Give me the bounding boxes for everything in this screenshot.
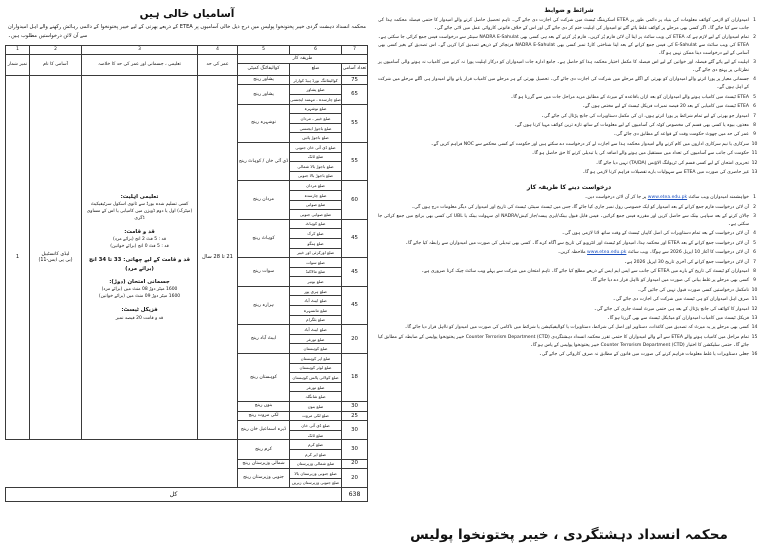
cell-district: ضلع کرک xyxy=(290,229,342,239)
etea-website-link-2[interactable]: www.etea.edu.pk xyxy=(587,250,627,256)
etea-website-link[interactable]: www.etea.edu.pk xyxy=(647,195,688,201)
item-text: فزیکل ٹیسٹ میں کامیاب امیدواران کو میڈیکل ٹیسٹ سے بھی گزرنا ہو گا۔ xyxy=(607,316,749,322)
cell-district: ضلع شمالی وزیرستان xyxy=(290,459,342,469)
item-number: 6 xyxy=(753,250,756,256)
cell-center: بنوں رینج xyxy=(238,402,290,412)
cell-district: ضلع کوہستان xyxy=(290,344,342,354)
item-text: کسی بھی مرحلے پر غلط بیانی کی صورت میں امیدوار کو نااہل قرار دے دیا جائے گا۔ xyxy=(590,278,749,284)
qual-line-4-0: قد و قامت 20 فیصد نمبر xyxy=(115,315,164,321)
item-number: 6 xyxy=(753,104,756,110)
header-age: عمر کی حد xyxy=(198,54,238,75)
item-text: سرکاری یا نیم سرکاری اداروں میں کام کرنے والے امیدوار محکمہ ہذا سے اجازت لے کر درخواست دے سکتے ہیں اور حکومت کے کسی محکمے سے NOC فراہم کریں گے۔ xyxy=(430,141,749,147)
table-row xyxy=(6,449,368,459)
cell-district: ضلع سوات xyxy=(290,258,342,268)
list-item xyxy=(378,268,760,276)
list-item xyxy=(378,76,760,92)
cell-district: ضلع شانگلہ xyxy=(290,392,342,402)
item-number: 3 xyxy=(753,214,756,220)
cell-district: ضلع تورغر xyxy=(290,334,342,344)
page-title: آسامیاں خالی ہیں xyxy=(139,8,235,20)
cell-district: ضلع ایبٹ آباد xyxy=(290,296,342,306)
qual-line-0-1: (میٹرک) اول یا دوم ڈویژن میں کامیابی یا اس کے مساوی ڈگری xyxy=(86,208,193,221)
cell-center: نوشہرہ رینج xyxy=(238,104,290,142)
cell-district: ضلع خیبر ، مردان xyxy=(290,114,342,124)
item-number: 1 xyxy=(753,195,756,201)
colnum-2: 2 xyxy=(30,45,82,54)
item-number: 16 xyxy=(751,352,758,358)
cell-district: ضلع کوہاٹ xyxy=(290,219,342,229)
cell-center: ڈی آئی خان / کوہاٹ رینج xyxy=(238,142,290,180)
list-item xyxy=(378,122,760,130)
qual-line-1-1: قد : 5 فٹ 0 انچ (برائے خواتین) xyxy=(110,244,169,250)
cell-sr: 1 xyxy=(6,75,30,440)
total-quantity: 638 xyxy=(342,488,368,502)
qual-heading-0: تعلیمی اہلیت: xyxy=(120,193,159,200)
list-item xyxy=(378,34,760,57)
item-text: آن لائن درخواست جمع کرانے کے بعد ETEA اور محکمہ ہذا، امیدوار کو ٹیسٹ اور انٹرویو کی تاریخ سے آگاہ کرے گا۔ کسی بھی تبدیلی کی صورت میں امیدواران سے رابطہ کیا جائے گا۔ xyxy=(405,240,749,246)
cell-district: ضلع جنوبی وزیرستان زیریں xyxy=(290,478,342,488)
item-number: 5 xyxy=(753,240,756,246)
item-number: 12 xyxy=(751,160,758,166)
list-item xyxy=(378,204,760,212)
qualification-box xyxy=(82,189,197,327)
cell-center: لکی مروت رینج xyxy=(238,411,290,421)
list-item xyxy=(378,259,760,267)
cell-center: کرم رینج xyxy=(238,440,290,459)
header-quantity: تعداد آسامی xyxy=(342,63,368,75)
post-title: لیڈی کانسٹیبل xyxy=(41,251,70,257)
header-district: ضلع xyxy=(290,63,342,75)
table-row xyxy=(6,469,368,479)
cell-qualification xyxy=(82,75,198,440)
item-number: 10 xyxy=(751,287,758,293)
cell-district: ضلع بنوں xyxy=(290,402,342,412)
item-text: امیدوار کا کوائف کی جانچ پڑتال کے بعد ہی حتمی میرٹ لسٹ جاری کی جائے گی۔ xyxy=(593,306,749,312)
item-number: 4 xyxy=(753,231,756,237)
qual-line-3-1: 1600 میٹر دوڑ 09 منٹ میں (برائے خواتین) xyxy=(98,294,181,300)
item-text: عمر کی حد میں چھوٹ حکومت وقت کے قواعد کے مطابق دی جائے گی۔ xyxy=(613,132,749,138)
item-number: 13 xyxy=(751,169,758,175)
item-text: نامکمل درخواستیں کسی صورت قبول نہیں کی جائیں گی۔ xyxy=(637,287,749,293)
item-text: آن لائن درخواست کا آغاز 10 اپریل 2026 سے ہوگا۔ ویب سائٹ www.etea.edu.pk ملاحظہ کریں۔ xyxy=(557,250,749,256)
item-number: 14 xyxy=(751,325,758,331)
start-date: 10 اپریل 2026 xyxy=(670,250,701,256)
list-item xyxy=(378,334,760,350)
cell-district: ضلع جنوبی وزیرستان بالا xyxy=(290,469,342,479)
cell-quantity: 30 xyxy=(342,402,368,412)
vacancy-table xyxy=(5,45,368,503)
post-bps: (بی پی ایس-11) xyxy=(38,257,73,263)
item-number: 5 xyxy=(753,94,756,100)
cell-district: کوالیفائنگ بورڈ ہیڈ کوارٹر xyxy=(290,75,342,85)
cell-district: ضلع اپر کوہستان xyxy=(290,354,342,364)
cell-center: پشاور رینج xyxy=(238,85,290,104)
header-method-group: طریقہ کار xyxy=(238,54,368,63)
cell-quantity: 55 xyxy=(342,142,368,180)
list-item xyxy=(378,160,760,168)
cell-quantity: 30 xyxy=(342,421,368,440)
colnum-6: 6 xyxy=(290,45,342,54)
item-text: امیدواران کو لازمی کوائف معلومات کی بنیاد پر دائمی طور پر ETEA اسکریننگ ٹیسٹ میں شرکت کی اجازت دی جائے گی۔ تاہم تحصیل حاصل کرنے والے امیدوار کا حتمی فیصلہ محکمہ ہذا کی جانب سے کیا جائے گا۔ اگر کسی بھی مرحلے پر کوائف غلط پائے گئے تو امیدوار کی اہلیت ختم کر دی جائے گی اور اس کے خلاف قانونی کاروائی عمل میں لائی جائے گی۔ xyxy=(378,18,749,31)
cell-district: ضلع مانسہرہ xyxy=(290,306,342,316)
item-text: چالان کرنے کے بعد سپاہی بینک سے حاصل کریں اور مقررہ فیس جمع کرائیں۔ فیس قابل قبول بینک/ایزی پیسہ/جاز کیش/NADRA ای سہولت بینک یا UBL کی کسی بھی برانچ میں جمع کرائی جا سکتی ہے۔ xyxy=(378,214,750,227)
list-item xyxy=(378,113,760,121)
cell-center: سوات رینج xyxy=(238,258,290,287)
cell-center: پشاور رینج xyxy=(238,75,290,85)
cell-district: ضلع تورغر xyxy=(290,382,342,392)
list-item xyxy=(378,194,760,202)
cell-district: ضلع ہنگو xyxy=(290,238,342,248)
header-center: کوالیفائنگ کمیٹی xyxy=(238,63,290,75)
cell-quantity: 20 xyxy=(342,325,368,354)
list-item xyxy=(378,249,760,257)
cell-district: ضلع ڈی آئی خان جنوبی xyxy=(290,142,342,152)
cell-district: ضلع اپر کرم xyxy=(290,449,342,459)
cell-quantity: 25 xyxy=(342,411,368,421)
item-text: غیر حاضری کی صورت میں ETEA سے سہولیات بارے تفصیلات فراہم کرنا لازمی ہو گا۔ xyxy=(582,169,749,175)
cell-district: ضلع ڈی آئی خان xyxy=(290,421,342,431)
list-item xyxy=(378,59,760,75)
item-number: 2 xyxy=(753,204,756,210)
colnum-7: 7 xyxy=(342,45,368,54)
cell-quantity: 18 xyxy=(342,354,368,402)
total-label: کل xyxy=(6,488,342,502)
apply-list xyxy=(378,194,760,360)
list-item xyxy=(378,324,760,332)
item-number: 10 xyxy=(751,141,758,147)
item-text: آن لائن درخواست فارم جمع کرانے کے بعد امیدوار کو ایک خصوصی رول نمبر جاری کیا جائے گا، جس میں ٹیسٹ سینٹر، ٹیسٹ کی تاریخ اور امیدوار کی دیگر معلومات درج ہوں گی۔ xyxy=(411,204,749,210)
cell-district: ضلع مالاکنڈ xyxy=(290,267,342,277)
cell-quantity: 75 xyxy=(342,75,368,85)
item-number: 2 xyxy=(753,35,756,41)
item-number: 9 xyxy=(753,132,756,138)
cell-center: کوہاٹ رینج xyxy=(238,219,290,257)
item-text: تمام امیدواران کے لیے لازم ہے کہ ETEA کی ویب سائٹ پر اپنا آن لائن فارم پُر کریں۔ فارم پُر کرنے کے بعد ہی کسی بھی NADRA E-Sahulat سینٹر سے درخواست فیس جمع کرائی جا سکتی ہے۔ ETEA کی ویب سائٹ سے E-Sahulat کی فیس جمع کرانے کے بعد اپنا شناختی کارڈ نمبر کسی بھی NADRA E-Sahulat فرنچائز کے ذریعے تصدیق کرا کریں گے۔ اس تصدیق کے بغیر کسی بھی آسامی کے لیے درخواست دینا ممکن نہیں ہو گا۔ xyxy=(378,35,749,56)
list-item xyxy=(378,240,760,248)
list-item xyxy=(378,169,760,177)
cell-quantity: 65 xyxy=(342,85,368,104)
list-item xyxy=(378,17,760,33)
cell-district: ضلع ایبٹ آباد xyxy=(290,325,342,335)
cell-district: ضلع لوئر کوہستان xyxy=(290,363,342,373)
cell-center: شمالی وزیرستان رینج xyxy=(238,459,290,469)
qual-line-0-0: کسی تسلیم شدہ بورڈ سے ثانوی اسکول سرٹیفیکیٹ xyxy=(90,201,189,207)
list-item xyxy=(378,315,760,323)
cell-center: ہزارہ رینج xyxy=(238,286,290,324)
table-row xyxy=(6,478,368,488)
cell-quantity: 45 xyxy=(342,286,368,324)
qual-line-1-0: قد : 5 فٹ 2 انچ (برائے مرد) xyxy=(112,237,167,243)
cell-district: ضلع ٹانک xyxy=(290,430,342,440)
qual-line-3-0: 1600 میٹر دوڑ 08 منٹ میں (برائے مرد) xyxy=(101,287,178,293)
qual-heading-4: فزیکل ٹیسٹ: xyxy=(121,307,158,314)
column-number-row xyxy=(6,45,368,54)
item-number: 15 xyxy=(751,334,758,340)
item-text: ETEA ٹیسٹ میں کامیاب ہونے والے امیدواران کو بعد ازاں باقاعدہ کے میرٹ کے مطابق مزید مراحل جات میں سے گزرنا ہو گا۔ xyxy=(510,94,749,100)
qual-heading-3: جسمانی امتحان (دوڑ): xyxy=(109,278,170,285)
list-item xyxy=(378,150,760,158)
terms-list xyxy=(378,17,760,178)
header-post: آسامی کا نام xyxy=(30,54,82,75)
item-text: امیدواران کو ٹیسٹ کی تاریخ کے بارے میں ETEA کی جانب سے ایس ایم ایس کے ذریعے مطلع کیا جائے گا۔ تاہم امتحان میں شرکت سے پہلے ویب سائٹ چیک کرنا ضروری ہے۔ xyxy=(421,269,749,274)
table-row xyxy=(6,459,368,469)
item-number: 3 xyxy=(753,60,756,66)
cell-center: کوہستان رینج xyxy=(238,354,290,402)
header-group-row xyxy=(6,54,368,63)
list-item xyxy=(378,141,760,149)
item-number: 9 xyxy=(753,278,756,284)
list-item xyxy=(378,131,760,139)
header-sr: نمبر شمار xyxy=(6,54,30,75)
terms-heading: شرائط و ضوابط xyxy=(544,7,594,14)
cell-center: جنوبی وزیرستان رینج xyxy=(238,469,290,488)
item-text: امیدوار جو بھرتی کے لیے تمام شرائط پر پورا اترتے ہوں، ان کی مکمل دستاویزات کی جانچ پڑتال کی جائے گی۔ xyxy=(541,113,749,119)
colnum-5: 5 xyxy=(238,45,290,54)
list-item xyxy=(378,306,760,314)
item-text: خواہشمند امیدواران ویب سائٹ www.etea.edu.pk پر جا کر آن لائن درخواست دیں۔ xyxy=(584,195,749,201)
footer-department: محکمہ انسداد دہشتگردی ، خیبر پختونخوا پولیس xyxy=(410,527,728,543)
cell-center: ایبٹ آباد رینج xyxy=(238,325,290,354)
list-item xyxy=(378,296,760,304)
item-number: 12 xyxy=(751,306,758,312)
list-item xyxy=(378,94,760,102)
vacancy-panel xyxy=(4,3,372,549)
cell-district: ضلع نوشہرہ xyxy=(290,104,342,114)
item-number: 8 xyxy=(753,122,756,128)
terms-panel xyxy=(372,3,764,549)
list-item xyxy=(378,103,760,111)
cell-post-name xyxy=(30,75,82,440)
item-text: تحریری امتحان کے لیے کسی قسم کی ٹریولنگ الاؤنس (TA/DA) نہیں دیا جائے گا۔ xyxy=(595,160,749,166)
list-item xyxy=(378,351,760,359)
cell-quantity: 45 xyxy=(342,219,368,257)
cell-quantity: 20 xyxy=(342,469,368,488)
item-number: 11 xyxy=(751,297,758,303)
cell-district: ضلع مردان xyxy=(290,181,342,191)
cell-age: 21 تا 28 سال xyxy=(198,75,238,440)
table-row xyxy=(6,440,368,450)
item-number: 11 xyxy=(751,151,758,157)
item-number: 7 xyxy=(753,259,756,265)
table-row xyxy=(6,75,368,85)
qual-heading-1: قد و قامت: xyxy=(124,228,155,235)
item-text: جسمانی معیار پر پورا اترنے والے امیدواران کو بھرتی کے اگلے مرحلے میں شرکت کی اجازت دی جائے گی۔ تحصیل بھرتی کے ہر مرحلے میں کامیاب قرار پانے والے امیدوار ہی اگلے مرحلے میں شرکت کے اہل ہوں گے۔ xyxy=(378,77,749,91)
colnum-3: 3 xyxy=(82,45,198,54)
item-text: اہلیت کے لیے پائے گئے فیصلہ اور خواتین کے لیے اس فیصلہ کا مکمل اختیار محکمہ ہذا کو حاصل ہے۔ جامع ادارہ جات امیدواران کو درکار اہلیت پورا نہ کرنے میں کامیاب نہ ہونے والی آسامیوں پر نظرثانی پر پہنچ دی جائے گی۔ xyxy=(378,60,749,74)
cell-district: ضلع کرم xyxy=(290,440,342,450)
item-text: آن لائن درخواست کے بعد تمام دستاویزات کی اصل کاپیاں ٹیسٹ کے وقت ساتھ لانا لازمی ہوں گی۔ xyxy=(561,231,749,237)
cell-district: ضلع صوابی xyxy=(290,200,342,210)
cell-district: ضلع باجوڑ بالا جنوبی xyxy=(290,171,342,181)
last-date: 30 اپریل 2026 xyxy=(633,259,664,265)
cell-district: ضلع بونیر xyxy=(290,277,342,287)
item-text: آن لائن درخواست جمع کرانے کی آخری تاریخ 30 اپریل 2026 ہے۔ xyxy=(624,259,749,265)
item-number: 8 xyxy=(753,269,756,274)
cell-district: ضلع ہری پور xyxy=(290,286,342,296)
cell-center: ڈیرہ اسماعیل خان رینج xyxy=(238,421,290,440)
cell-district: ضلع پشاور xyxy=(290,85,342,95)
item-text: حکومت کی جانب سے آسامیوں کی تعداد میں مستقبل میں ہونے والے اضافہ کی یا تبدیلی کرنے کا حق حاصل ہو گا۔ xyxy=(531,151,749,157)
item-text: کسی بھی مرحلے پر یہ میرٹ کہ تصدیق میں کاغذات، دستاویز اور اصل کی شرائط، دستاویزات یا کوالیفیکیشن یا شرائط میں ناکامی کی صورت میں امیدوار کو نااہل قرار دیا جائے گا۔ xyxy=(404,325,749,331)
cell-district: ضلع باجوڑ پائیں xyxy=(290,133,342,143)
cell-district: ضلع ٹانک xyxy=(290,152,342,162)
item-text: ETEA ٹیسٹ میں کامیابی کے بعد 20 فیصد نمبرات فزیکل ٹیسٹ کے لیے مختص ہوں گے۔ xyxy=(582,104,749,110)
advert-intro: محکمہ انسداد دہشت گردی خیبر پختونخوا پولیس میں درج ذیل خالی آسامیوں پر ETEA کے ذریعے بھرتی کے لیے خیبر پختونخوا کے دائمی رہائش رکھنے والے اہل امیدواران سے آن لائن درخواستیں مطلوب ہیں۔ xyxy=(8,24,366,39)
cell-district: ضلع صوابی جنوبی xyxy=(290,210,342,220)
cell-district: ضلع کولائی پالس کوہستان xyxy=(290,373,342,383)
apply-heading: درخواست دینے کا طریقہ کار xyxy=(526,184,612,192)
cell-district: ضلع باجوڑ بالا شمالی xyxy=(290,162,342,172)
item-text: تمام مراحل میں کامیاب ہونے والے ETEA سے آنے والے امیدواران کا حتمی تقرر محکمہ انسداد دہشتگردی Counter Terrorism Department (CTD) خیبر پختونخوا پولیس کے ضابطہ کے مطابق کیا جائے گا۔ حتمی سلیکشن کا اختیار Counter Terrorism Department (CTD) خیبر پختونخوا پولیس کے پاس ہو گا۔ xyxy=(378,334,749,348)
cell-district: ضلع چارسدہ xyxy=(290,190,342,200)
item-text: جعلی دستاویزات یا غلط معلومات فراہم کرنے کی صورت میں قانون کے مطابق نہ صرف کاروائی کی جائے گی۔ xyxy=(539,352,749,358)
colnum-4: 4 xyxy=(198,45,238,54)
item-text: صرف اہل امیدواران کو ہی ٹیسٹ میں شرکت کی اجازت دی جائے گی۔ xyxy=(612,297,749,303)
colnum-1: 1 xyxy=(6,45,30,54)
cell-district: ضلع لکی مروت xyxy=(290,411,342,421)
qual-heading-2: قد و قامت کے لیے چھاتی: 33 تا 34 انچ (برائے مرد) xyxy=(88,257,191,272)
cell-quantity: 45 xyxy=(342,258,368,287)
cell-quantity: 30 xyxy=(342,440,368,459)
cell-district: ضلع چارسدہ ، مہمند ایجنسی xyxy=(290,95,342,105)
header-qualification: تعلیمی ، جسمانی اور عمر کی حد کا خلاصہ xyxy=(82,54,198,75)
item-number: 13 xyxy=(751,316,758,322)
list-item xyxy=(378,277,760,285)
cell-center: مردان رینج xyxy=(238,181,290,219)
item-number: 4 xyxy=(753,77,756,83)
item-number: 1 xyxy=(753,18,756,23)
item-number: 7 xyxy=(753,113,756,119)
cell-quantity: 55 xyxy=(342,104,368,142)
cell-district: ضلع باجوڑ ایجنسی xyxy=(290,123,342,133)
cell-district: ضلع اورکزئی اور خیبر xyxy=(290,248,342,258)
item-text: معذور، بیوہ یا کسی بھی قسم کی مخصوص کوٹہ کی آسامیوں کے لیے معلومات کے ساتھ تازہ ترین کوائف مہیا کرنا ہوں گے۔ xyxy=(514,122,749,128)
cell-district: ضلع بٹگرام xyxy=(290,315,342,325)
list-item xyxy=(378,287,760,295)
list-item xyxy=(378,213,760,229)
total-row xyxy=(6,488,368,502)
list-item xyxy=(378,230,760,238)
cell-quantity: 20 xyxy=(342,459,368,469)
cell-quantity: 60 xyxy=(342,181,368,219)
